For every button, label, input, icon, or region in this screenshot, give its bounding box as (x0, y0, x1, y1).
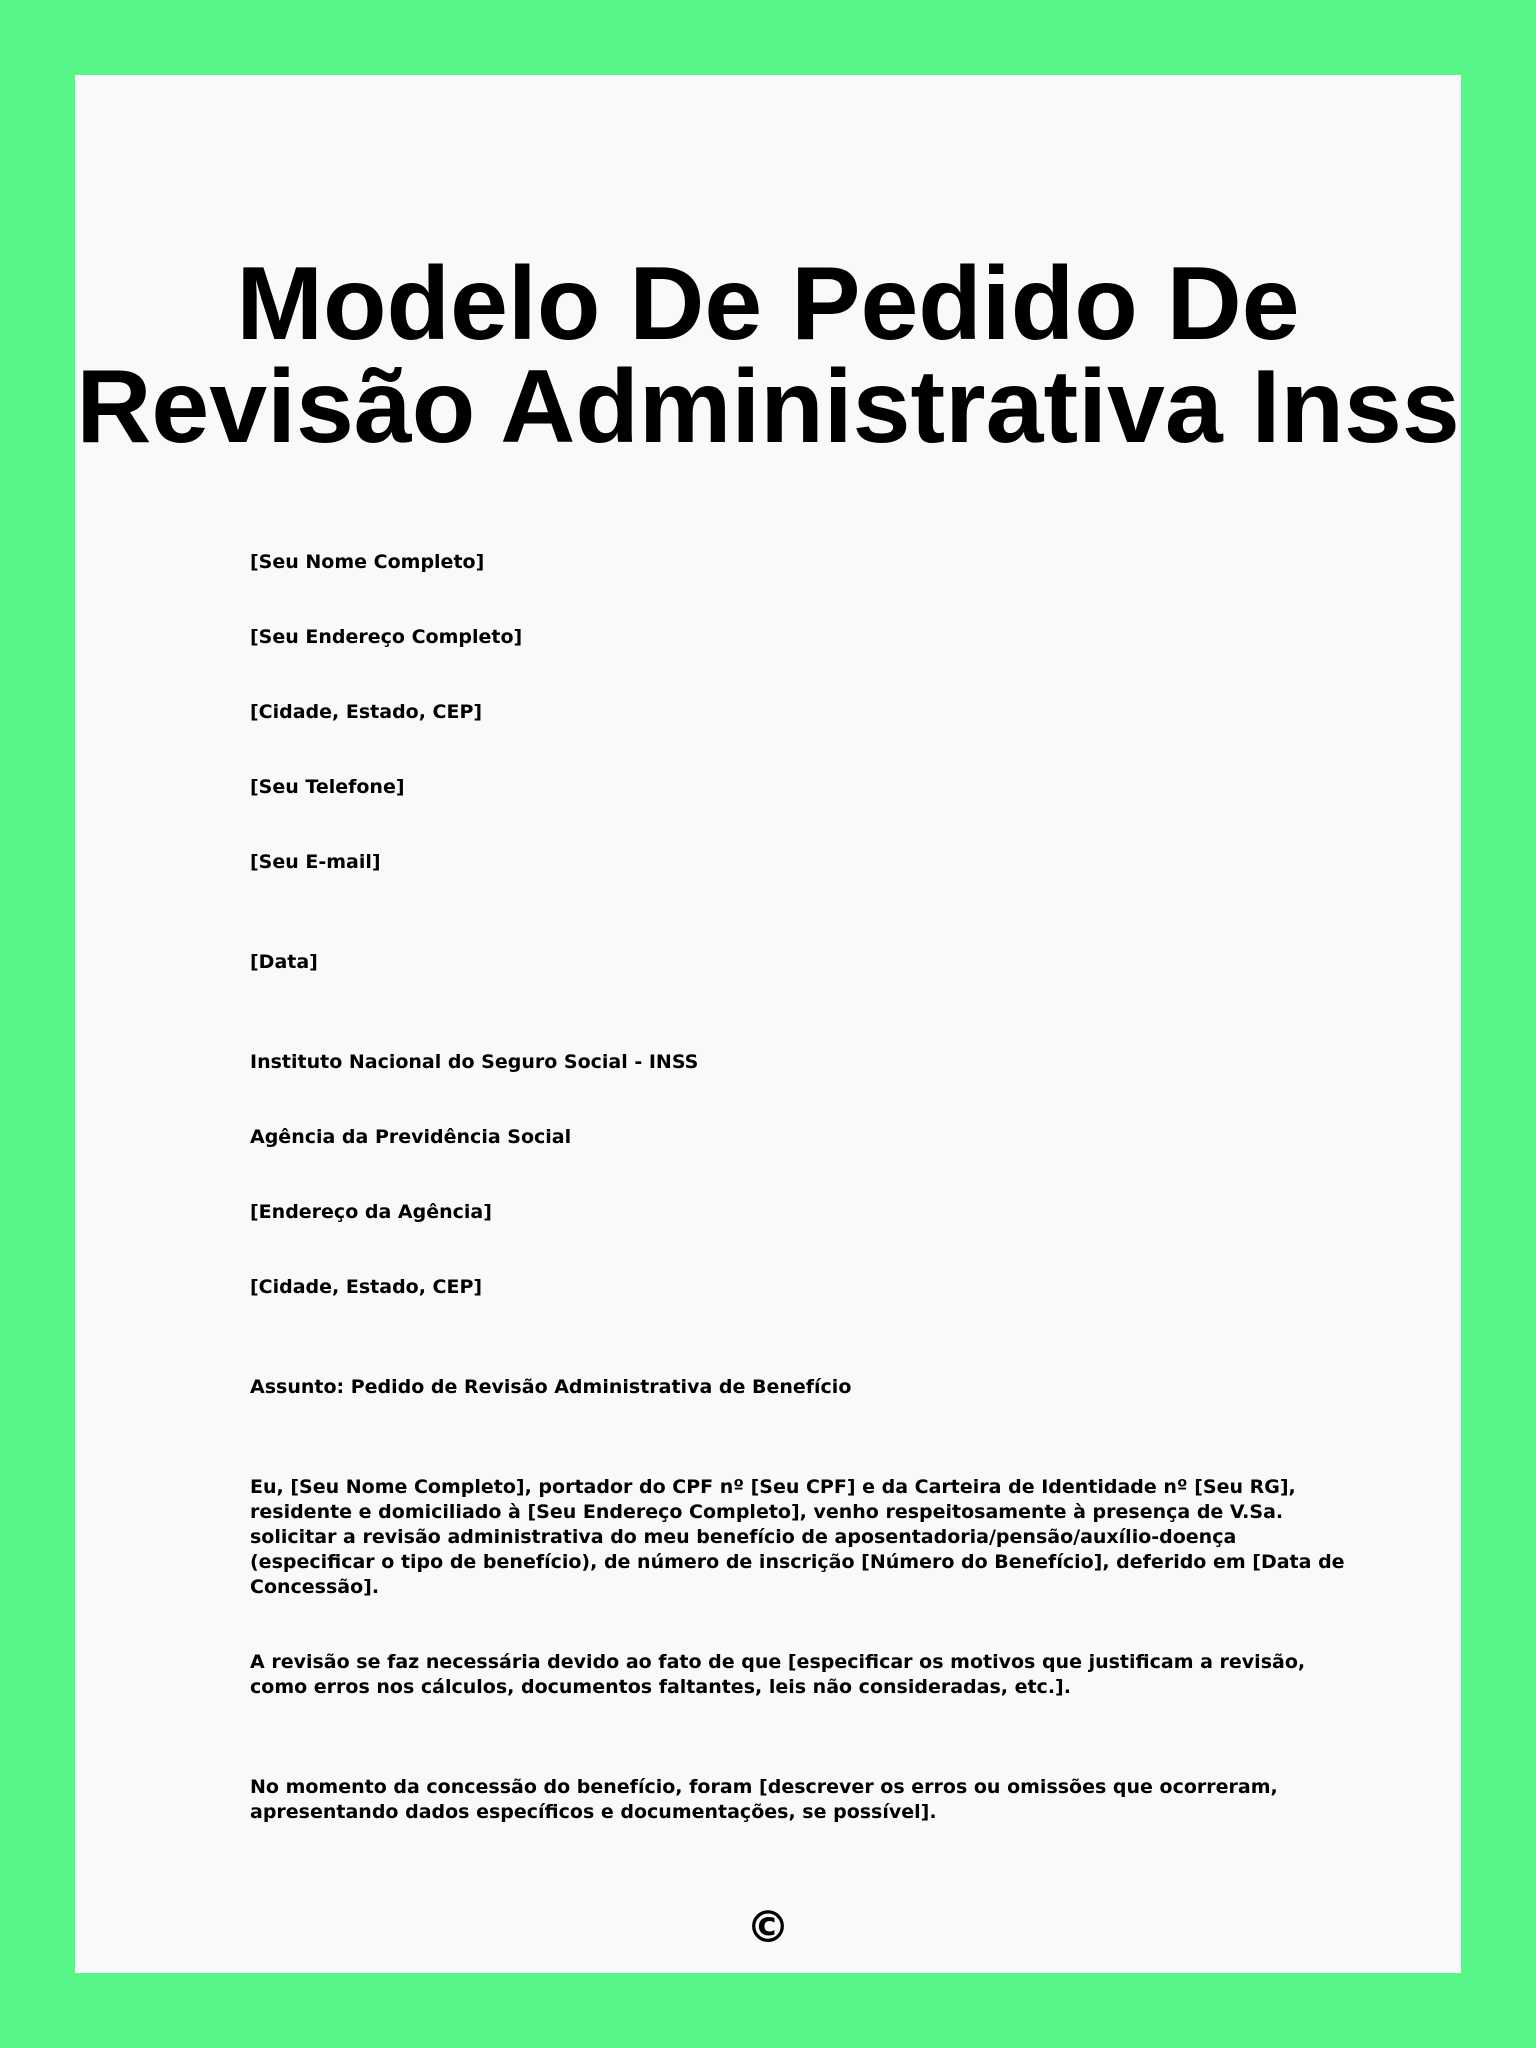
copyright-icon: © (746, 1902, 790, 1953)
sender-city-state-zip: [Cidade, Estado, CEP] (250, 701, 483, 723)
sender-phone: [Seu Telefone] (250, 776, 405, 798)
title-line-1: Modelo De Pedido De (236, 246, 1300, 362)
body-paragraph-3: No momento da concessão do benefício, foram [descrever os erros ou omissões que ocorreram, apresentando dados específicos e documentações, se possível]. (250, 1776, 1278, 1823)
sender-email: [Seu E-mail] (250, 851, 381, 873)
recipient-city-state-zip: [Cidade, Estado, CEP] (250, 1276, 483, 1298)
document-page (75, 75, 1461, 1973)
body-paragraph-1: Eu, [Seu Nome Completo], portador do CPF nº [Seu CPF] e da Carteira de Identidade nº [Seu RG], residente e domiciliado à [Seu Endereço Completo], venho respeitosamente à presença de V.Sa. solicitar a revisão administrativa do meu benefício de aposentadoria/pensão/auxílio-doença (especificar o tipo de benefício), de número de inscrição [Número do Benefício], deferido em [Data de Concessão]. (250, 1476, 1345, 1598)
recipient-institution: Instituto Nacional do Seguro Social - INSS (250, 1051, 699, 1073)
sender-address: [Seu Endereço Completo] (250, 626, 523, 648)
title-line-2: Revisão Administrativa Inss (76, 349, 1460, 465)
sender-name: [Seu Nome Completo] (250, 551, 485, 573)
recipient-address: [Endereço da Agência] (250, 1201, 492, 1223)
letter-date: [Data] (250, 951, 318, 973)
recipient-agency: Agência da Previdência Social (250, 1126, 572, 1148)
body-paragraph-2: A revisão se faz necessária devido ao fato de que [especificar os motivos que justificam a revisão, como erros nos cálculos, documentos faltantes, leis não consideradas, etc.]. (250, 1651, 1306, 1698)
letter-subject: Assunto: Pedido de Revisão Administrativa de Benefício (250, 1376, 852, 1398)
document-title (75, 246, 1461, 465)
